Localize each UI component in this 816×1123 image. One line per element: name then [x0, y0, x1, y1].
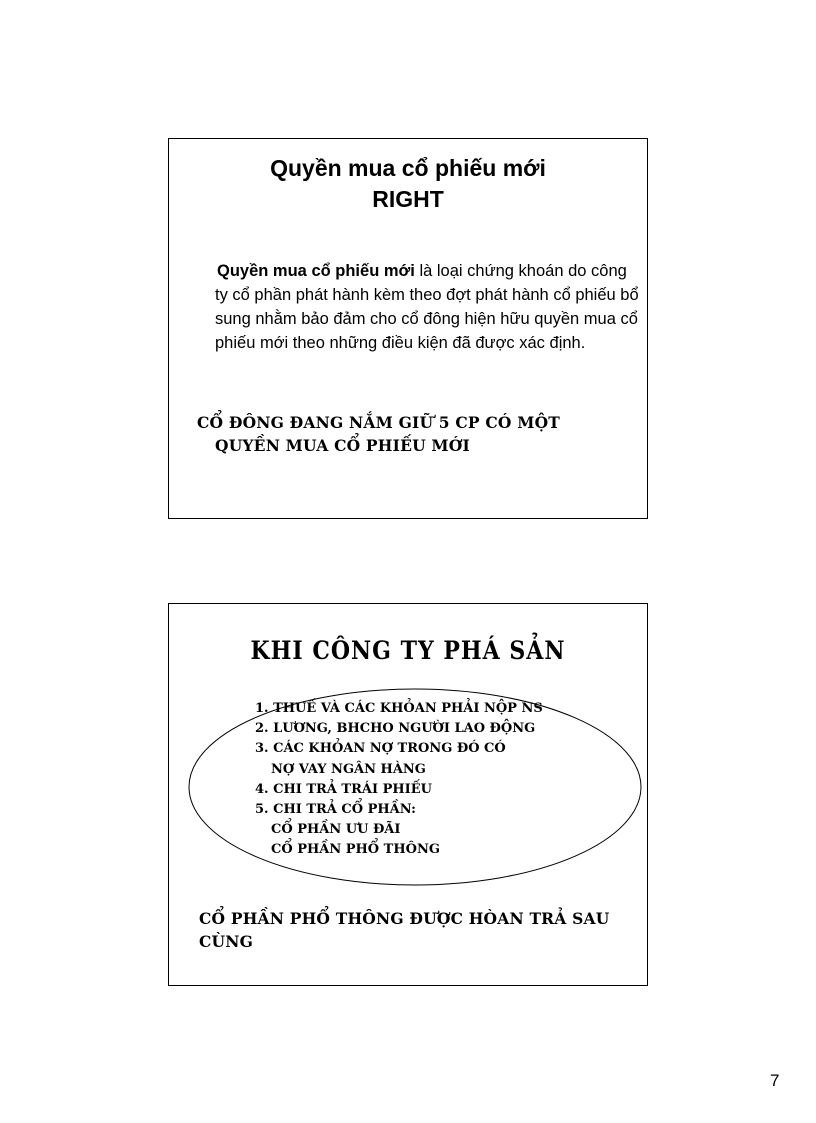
- definition-term: Quyền mua cổ phiếu mới: [217, 262, 415, 280]
- list-item: 1. THUẾ VÀ CÁC KHỎAN PHẢI NỘP NS: [255, 701, 543, 716]
- list-item: CỔ PHẦN PHỔ THÔNG: [271, 842, 440, 858]
- page-number: 7: [770, 1071, 780, 1090]
- list-item: CỔ PHẦN ƯU ĐÃI: [271, 822, 401, 838]
- definition-paragraph: [215, 259, 640, 355]
- slide-rights: [168, 138, 648, 519]
- list-item: 3. CÁC KHỎAN NỢ TRONG ĐÓ CÓ: [255, 741, 506, 757]
- title-line-1: Quyền mua cổ phiếu mới: [270, 155, 546, 181]
- note-line-1: CỔ ĐÔNG ĐANG NẮM GIỮ 5 CP CÓ MỘT: [197, 413, 561, 432]
- definition-text: là loại chứng khoán do công ty cổ phần phát hành kèm theo đợt phát hành cổ phiếu bổ sung nhằm bảo đảm cho cổ đông hiện hữu quyền mua cổ phiếu mới theo những điều kiện đã được xác định.: [215, 262, 639, 352]
- list-item: 4. CHI TRẢ TRÁI PHIẾU: [255, 781, 432, 797]
- note-line-2: QUYỀN MUA CỔ PHIẾU MỚI: [215, 436, 470, 455]
- common-stock-note: CỔ PHẦN PHỔ THÔNG ĐƯỢC HÒAN TRẢ SAU CÙNG: [199, 909, 610, 951]
- priority-list: [255, 699, 575, 861]
- list-item: 5. CHI TRẢ CỔ PHẦN:: [255, 802, 416, 818]
- title-line-2: RIGHT: [372, 186, 444, 212]
- shareholder-note: [197, 411, 637, 457]
- list-item: 2. LƯƠNG, BHCHO NGƯỜI LAO ĐỘNG: [255, 721, 536, 737]
- slide-bankruptcy: [168, 603, 648, 986]
- list-item: NỢ VAY NGÂN HÀNG: [271, 761, 426, 777]
- slide-title: KHI CÔNG TY PHÁ SẢN: [250, 636, 566, 666]
- slide-title: [169, 153, 647, 215]
